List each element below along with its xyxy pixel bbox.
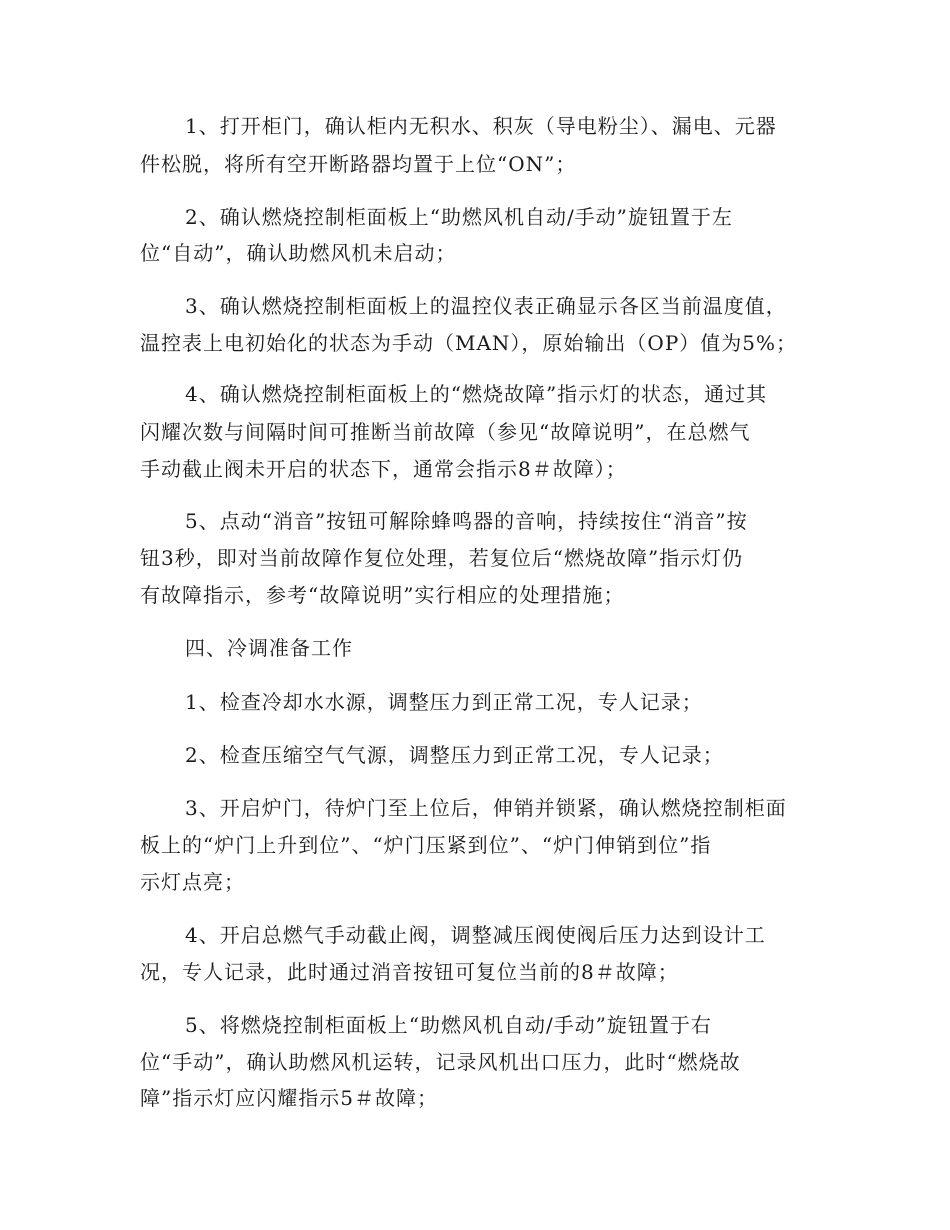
text-line: 手动截止阀未开启的状态下，通常会指示8＃故障）； (140, 457, 627, 481)
text-line: 3、确认燃烧控制柜面板上的温控仪表正确显示各区当前温度值， (185, 294, 787, 318)
text-line: 闪耀次数与间隔时间可推断当前故障（参见“故障说明”，在总燃气 (140, 420, 751, 444)
text-line: 2、检查压缩空气气源，调整压力到正常工况，专人记录； (185, 743, 724, 767)
text-line: 1、检查冷却水水源，调整压力到正常工况，专人记录； (185, 690, 703, 714)
text-line: 障”指示灯应闪耀指示5＃故障； (140, 1086, 438, 1110)
text-line: 件松脱，将所有空开断路器均置于上位“ON”； (140, 152, 577, 176)
text-line: 示灯点亮； (140, 870, 245, 894)
text-line: 温控表上电初始化的状态为手动（MAN），原始输出（OP）值为5%； (140, 331, 798, 355)
text-line: 况，专人记录，此时通过消音按钮可复位当前的8＃故障； (140, 960, 679, 984)
text-line: 4、确认燃烧控制柜面板上的“燃烧故障”指示灯的状态，通过其 (185, 382, 768, 406)
text-line: 钮3秒，即对当前故障作复位处理，若复位后“燃烧故障”指示灯仍 (140, 546, 744, 570)
text-line: 位“手动”，确认助燃风机运转，记录风机出口压力，此时“燃烧故 (140, 1050, 741, 1074)
text-line: 5、将燃烧控制柜面板上“助燃风机自动/手动”旋钮置于右 (185, 1013, 712, 1037)
text-line: 有故障指示，参考“故障说明”实行相应的处理措施； (140, 583, 625, 607)
text-line: 位“自动”，确认助燃风机未启动； (140, 241, 457, 265)
text-line: 3、开启炉门，待炉门至上位后，伸销并锁紧，确认燃烧控制柜面 (185, 796, 787, 820)
text-line: 5、点动“消音”按钮可解除蜂鸣器的音响，持续按住“消音”按 (185, 509, 748, 533)
text-line: 板上的“炉门上升到位”、“炉门压紧到位”、“炉门伸销到位”指 (140, 833, 712, 857)
text-line: 1、打开柜门，确认柜内无积水、积灰（导电粉尘）、漏电、元器 (185, 114, 777, 138)
text-line: 2、确认燃烧控制柜面板上“助燃风机自动/手动”旋钮置于左 (185, 205, 733, 229)
text-line: 4、开启总燃气手动截止阀，调整减压阀使阀后压力达到设计工 (185, 923, 766, 947)
section-heading: 四、冷调准备工作 (185, 636, 353, 660)
